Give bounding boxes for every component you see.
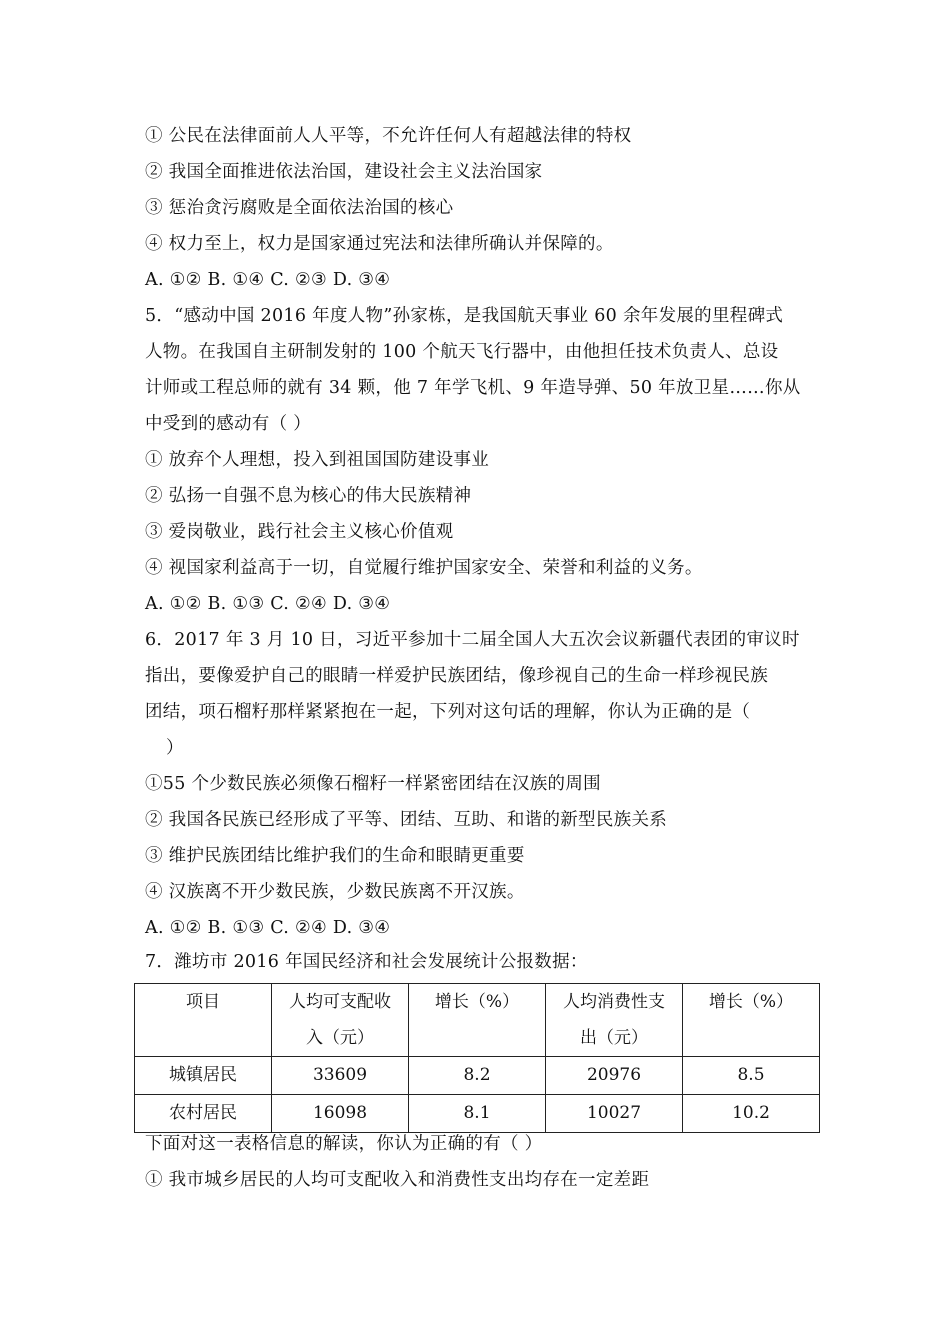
q4-option-4: ④ 权力至上，权力是国家通过宪法和法律所确认并保障的。 <box>145 234 614 254</box>
table-header-cell <box>546 984 683 1057</box>
table-cell: 城镇居民 <box>135 1057 272 1095</box>
q6-choices: A. ①② B. ①③ C. ②④ D. ③④ <box>145 918 391 938</box>
q4-option-3: ③ 惩治贪污腐败是全面依法治国的核心 <box>145 198 454 218</box>
q4-choices: A. ①② B. ①④ C. ②③ D. ③④ <box>145 270 391 290</box>
q4-option-1: ① 公民在法律面前人人平等，不允许任何人有超越法律的特权 <box>145 126 632 146</box>
table-cell: 16098 <box>272 1095 409 1133</box>
table-cell: 33609 <box>272 1057 409 1095</box>
header-text: 人均可支配收 <box>289 992 391 1012</box>
q6-option-3: ③ 维护民族团结比维护我们的生命和眼睛更重要 <box>145 846 525 866</box>
table-header-cell <box>409 984 546 1057</box>
q4-option-2: ② 我国全面推进依法治国，建设社会主义法治国家 <box>145 162 543 182</box>
q6-stem-line-3: 团结，项石榴籽那样紧紧抱在一起，下列对这句话的理解，你认为正确的是（ <box>145 702 751 722</box>
table-header-cell <box>683 984 820 1057</box>
table-cell: 20976 <box>546 1057 683 1095</box>
table-header-cell <box>272 984 409 1057</box>
q6-stem-line-4: ） <box>166 738 184 758</box>
q5-option-3: ③ 爱岗敬业，践行社会主义核心价值观 <box>145 522 454 542</box>
table-row <box>135 1057 820 1095</box>
q5-choices: A. ①② B. ①③ C. ②④ D. ③④ <box>145 594 391 614</box>
header-text: 项目 <box>186 992 220 1012</box>
q7-option-1: ① 我市城乡居民的人均可支配收入和消费性支出均存在一定差距 <box>145 1170 650 1190</box>
q6-stem-line-1: 6．2017 年 3 月 10 日，习近平参加十二届全国人大五次会议新疆代表团的审议时 <box>145 630 800 650</box>
header-text: 人均消费性支 <box>563 992 665 1012</box>
table-cell: 10027 <box>546 1095 683 1133</box>
q5-stem-line-4: 中受到的感动有（ ） <box>145 414 312 434</box>
header-text: 入（元） <box>306 1028 374 1048</box>
table-cell: 10.2 <box>683 1095 820 1133</box>
table-cell: 8.5 <box>683 1057 820 1095</box>
table-cell: 8.1 <box>409 1095 546 1133</box>
q6-option-4: ④ 汉族离不开少数民族，少数民族离不开汉族。 <box>145 882 525 902</box>
table-header-cell <box>135 984 272 1057</box>
table-cell: 农村居民 <box>135 1095 272 1133</box>
q5-stem-line-3: 计师或工程总师的就有 34 颗，他 7 年学飞机、9 年造导弹、50 年放卫星……你从 <box>145 378 801 398</box>
q6-option-2: ② 我国各民族已经形成了平等、团结、互助、和谐的新型民族关系 <box>145 810 668 830</box>
table-cell: 8.2 <box>409 1057 546 1095</box>
header-text: 增长（%） <box>708 992 794 1012</box>
table-row <box>135 1095 820 1133</box>
q5-option-1: ① 放弃个人理想，投入到祖国国防建设事业 <box>145 450 490 470</box>
table-header-row <box>135 984 820 1057</box>
header-text: 出（元） <box>580 1028 648 1048</box>
q7-stem: 7．潍坊市 2016 年国民经济和社会发展统计公报数据： <box>145 952 588 972</box>
q5-stem-line-2: 人物。在我国自主研制发射的 100 个航天飞行器中，由他担任技术负责人、总设 <box>145 342 779 362</box>
q7-followup: 下面对这一表格信息的解读，你认为正确的有（ ） <box>145 1134 543 1154</box>
q5-option-4: ④ 视国家利益高于一切，自觉履行维护国家安全、荣誉和利益的义务。 <box>145 558 703 578</box>
q5-stem-line-1: 5．“感动中国 2016 年度人物”孙家栋，是我国航天事业 60 余年发展的里程碑式 <box>145 306 784 326</box>
q6-stem-line-2: 指出，要像爱护自己的眼睛一样爱护民族团结，像珍视自己的生命一样珍视民族 <box>145 666 768 686</box>
q6-option-1: ①55 个少数民族必须像石榴籽一样紧密团结在汉族的周围 <box>145 774 601 794</box>
q5-option-2: ② 弘扬一自强不息为核心的伟大民族精神 <box>145 486 472 506</box>
header-text: 增长（%） <box>434 992 520 1012</box>
statistics-table <box>134 983 820 1133</box>
